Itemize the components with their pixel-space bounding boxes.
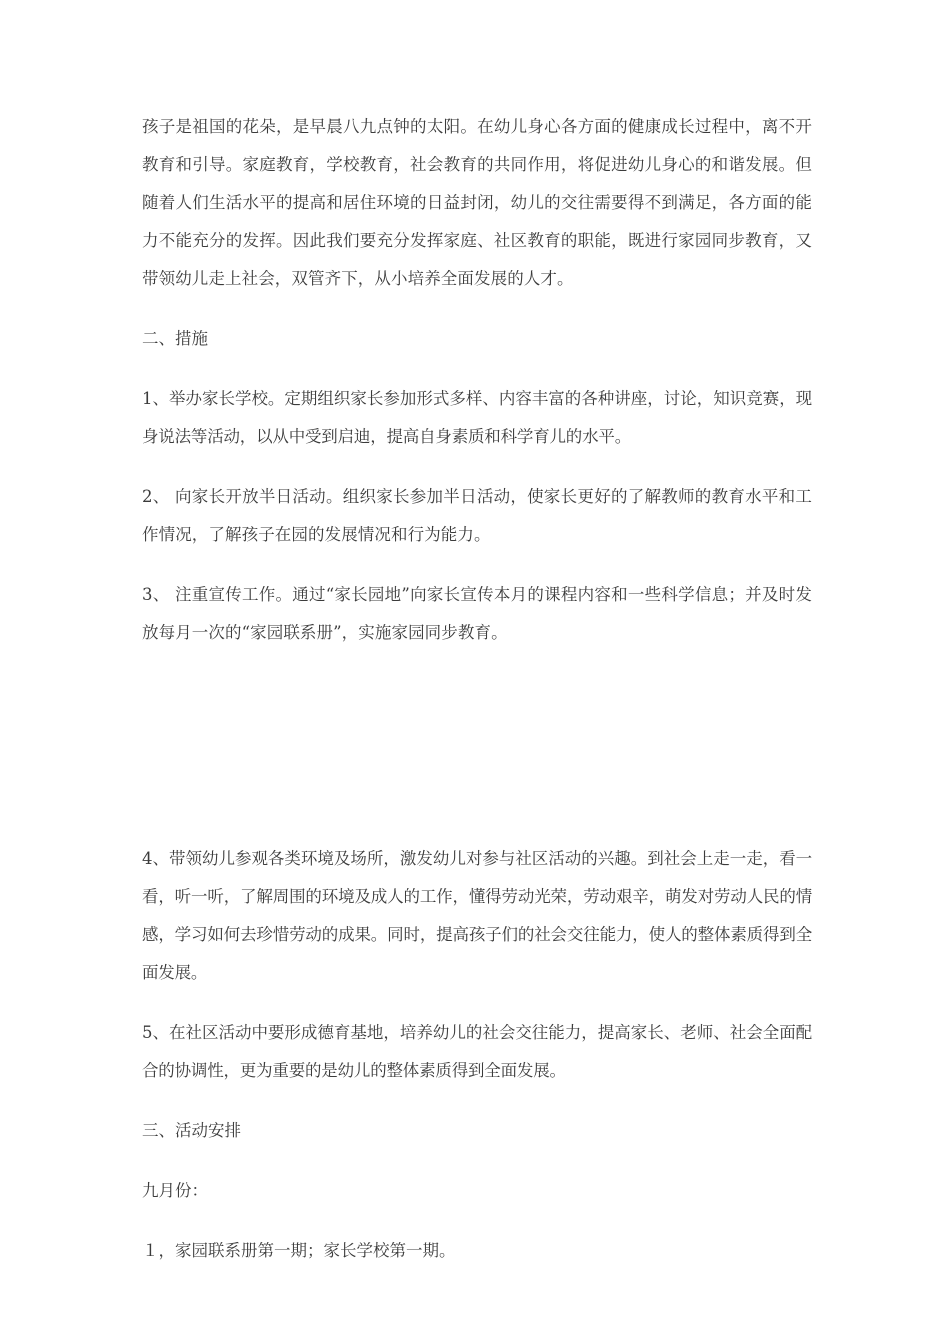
page-break-gap: [142, 674, 812, 840]
document-body: [142, 108, 812, 1292]
measure-item-5: 5、在社区活动中要形成德育基地，培养幼儿的社会交往能力，提高家长、老师、社会全面配合的协调性，更为重要的是幼儿的整体素质得到全面发展。: [142, 1023, 812, 1080]
intro-paragraph: 孩子是祖国的花朵，是早晨八九点钟的太阳。在幼儿身心各方面的健康成长过程中，离不开教育和引导。家庭教育，学校教育，社会教育的共同作用，将促进幼儿身心的和谐发展。但随着人们生活水平的提高和居住环境的日益封闭，幼儿的交往需要得不到满足，各方面的能力不能充分的发挥。因此我们要充分发挥家庭、社区教育的职能，既进行家园同步教育，又带领幼儿走上社会，双管齐下，从小培养全面发展的人才。: [142, 117, 812, 288]
measure-item-1: 1、举办家长学校。定期组织家长参加形式多样、内容丰富的各种讲座，讨论，知识竞赛，现身说法等活动，以从中受到启迪，提高自身素质和科学育儿的水平。: [142, 389, 812, 446]
section-heading-measures: 二、措施: [142, 329, 208, 348]
measure-item-3: 3、 注重宣传工作。通过“家长园地”向家长宣传本月的课程内容和一些科学信息；并及时发放每月一次的“家园联系册”，实施家园同步教育。: [142, 585, 812, 642]
section-heading-schedule: 三、活动安排: [142, 1121, 241, 1140]
measure-item-2: 2、 向家长开放半日活动。组织家长参加半日活动，使家长更好的了解教师的教育水平和工作情况，了解孩子在园的发展情况和行为能力。: [142, 487, 812, 544]
month-label-september: 九月份：: [142, 1181, 208, 1200]
september-schedule-item-1: １，家园联系册第一期；家长学校第一期。: [142, 1241, 456, 1260]
measure-item-4: 4、带领幼儿参观各类环境及场所，激发幼儿对参与社区活动的兴趣。到社会上走一走，看一看，听一听，了解周围的环境及成人的工作，懂得劳动光荣，劳动艰辛，萌发对劳动人民的情感，学习如何去珍惜劳动的成果。同时，提高孩子们的社会交往能力，使人的整体素质得到全面发展。: [142, 849, 812, 982]
